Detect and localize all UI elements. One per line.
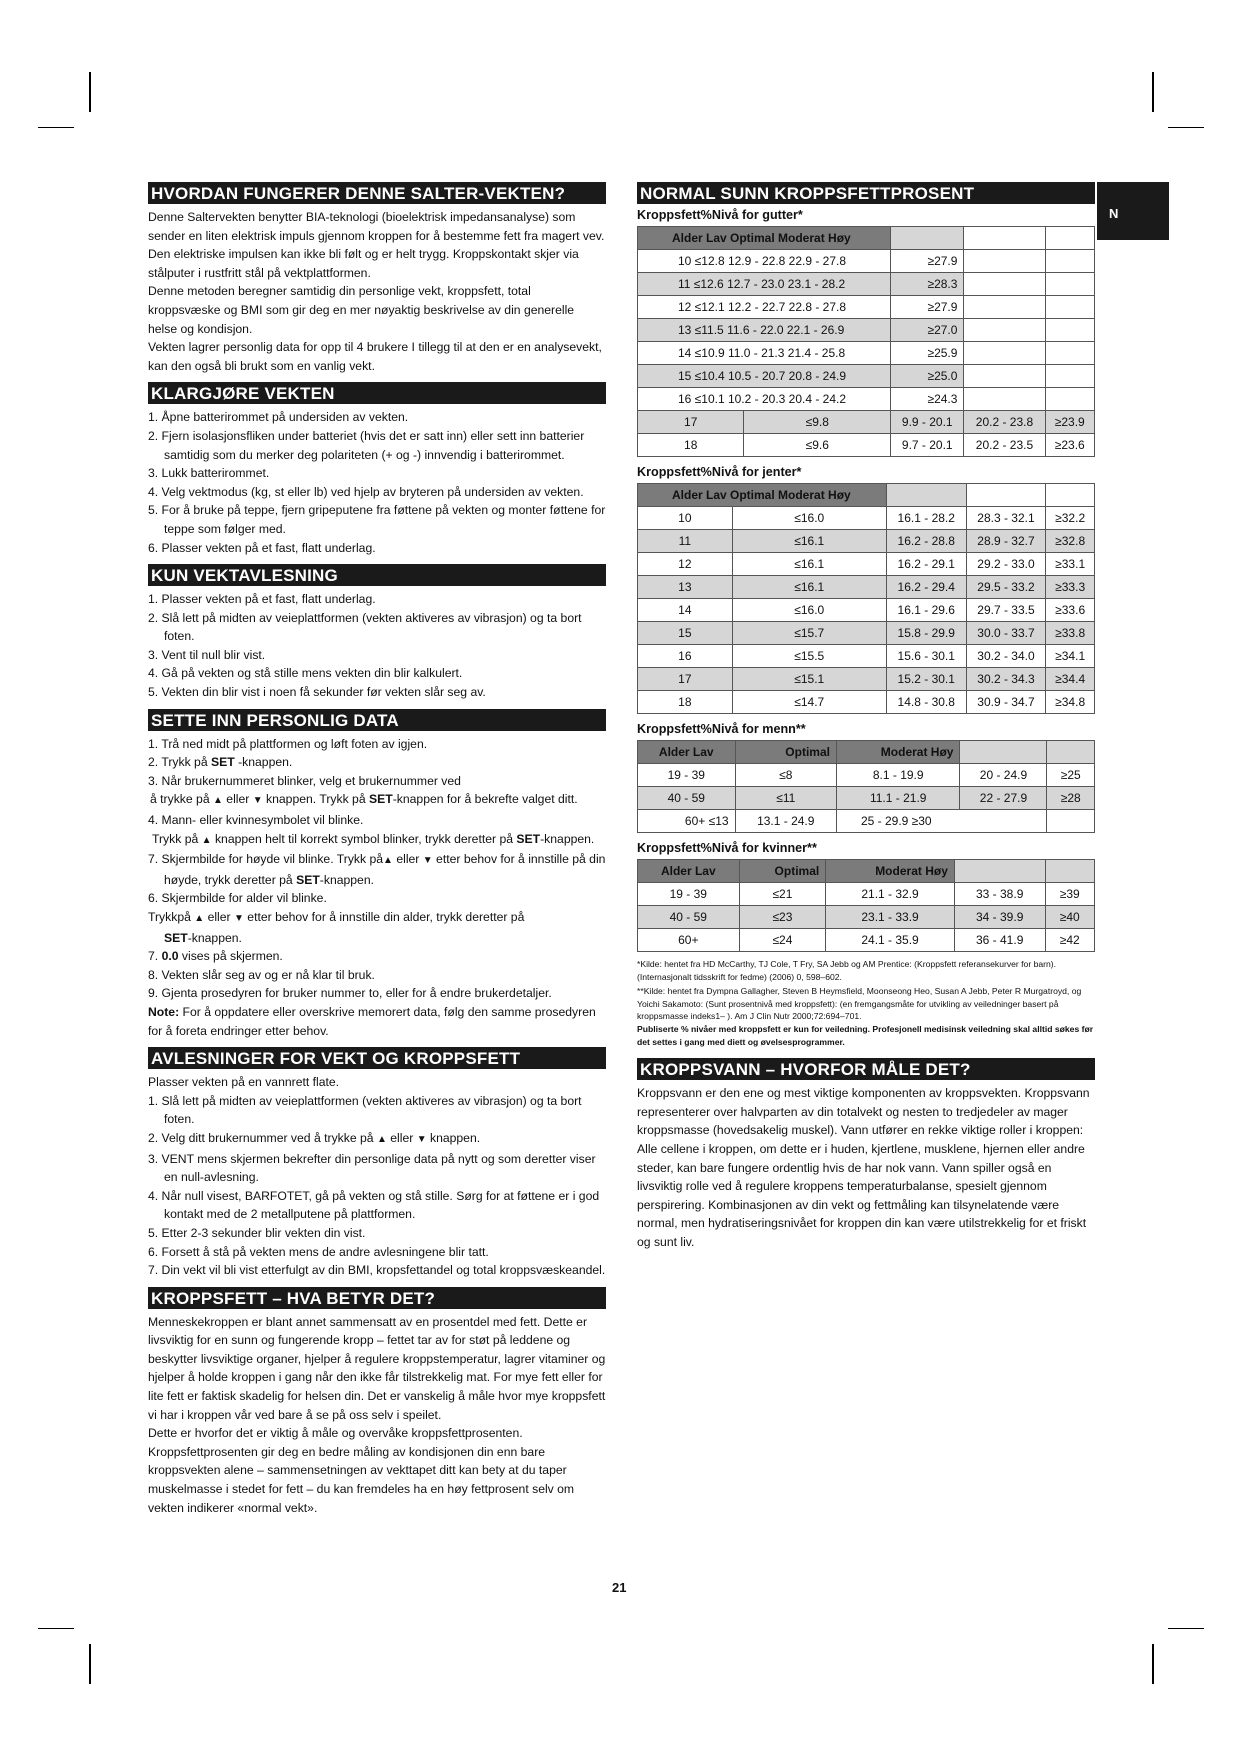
table-cell: 15 xyxy=(638,622,733,645)
list-item: Trykk på ▲ knappen helt til korrekt symbol blinker, trykk deretter på SET-knappen. xyxy=(152,831,595,846)
table-cell: 30.9 - 34.7 xyxy=(966,691,1046,714)
crop-mark xyxy=(1168,1628,1204,1629)
paragraph: Plasser vekten på en vannrett flate. xyxy=(148,1075,340,1090)
crop-mark xyxy=(1152,1644,1154,1684)
table-cell: 40 - 59 xyxy=(638,787,736,810)
table-cell xyxy=(964,388,1045,411)
list-item: 5. Etter 2-3 sekunder blir vekten din vist. xyxy=(148,1225,366,1240)
table-cell: ≥39 xyxy=(1045,883,1094,906)
paragraph: Kroppsfettprosenten gir deg en bedre måling av kondisjonen din enn bare kroppsvekten alene – sammensetningen av vekttapet ditt kan bety at du taper muskelmasse i stedet for fett – du kan fremdeles ha en høy fettprosent selv om vekten indikerer «normal vekt». xyxy=(148,1444,575,1515)
crop-mark xyxy=(1168,127,1204,128)
table-cell: 30.0 - 33.7 xyxy=(966,622,1046,645)
table-cell: 10 ≤12.8 12.9 - 22.8 22.9 - 27.8 xyxy=(638,250,891,273)
crop-mark xyxy=(1152,72,1154,112)
table-cell: 25 - 29.9 ≥30 xyxy=(836,810,1047,833)
table-header xyxy=(638,741,1095,764)
table-header xyxy=(638,860,1095,883)
table-cell: ≤16.1 xyxy=(732,530,886,553)
right-column xyxy=(637,182,1095,1259)
table-cell: ≤9.8 xyxy=(744,411,891,434)
list-item: 4. Velg vektmodus (kg, st eller lb) ved hjelp av bryteren på undersiden av vekten. xyxy=(148,484,584,499)
table-cell: ≥24.3 xyxy=(891,388,964,411)
table-row xyxy=(638,599,1095,622)
table-cell: 16.2 - 29.1 xyxy=(886,553,966,576)
list-item: 1. Slå lett på midten av veieplattformen (vekten aktiveres av vibrasjon) og ta bort foten. xyxy=(148,1093,582,1127)
header-cell: Alder Lav Optimal Moderat Høy xyxy=(638,227,891,250)
section-weigh-only xyxy=(148,564,606,702)
header-cell xyxy=(1045,227,1095,250)
list-item: 1. Åpne batterirommet på undersiden av vekten. xyxy=(148,410,409,425)
table-caption-girls: Kroppsfett%Nivå for jenter* xyxy=(637,465,802,479)
table-cell: 12 ≤12.1 12.2 - 22.7 22.8 - 27.8 xyxy=(638,296,891,319)
table-row xyxy=(638,319,1095,342)
table-row xyxy=(638,668,1095,691)
header-cell xyxy=(891,227,964,250)
step-list xyxy=(148,590,606,702)
table-cell: 24.1 - 35.9 xyxy=(826,929,955,952)
list-item: 5. Vekten din blir vist i noen få sekunder før vekten slår seg av. xyxy=(148,685,486,700)
table-row xyxy=(638,622,1095,645)
table-cell: ≥25.9 xyxy=(891,342,964,365)
table-cell: 11.1 - 21.9 xyxy=(836,787,960,810)
table-row xyxy=(638,810,1095,833)
down-arrow-icon: ▼ xyxy=(416,1133,427,1145)
table-cell xyxy=(1045,319,1095,342)
section-title: KUN VEKTAVLESNING xyxy=(148,564,606,586)
table-row xyxy=(638,929,1095,952)
table-cell: 9.7 - 20.1 xyxy=(891,434,964,457)
table-cell: 28.9 - 32.7 xyxy=(966,530,1046,553)
section-title: HVORDAN FUNGERER DENNE SALTER-VEKTEN? xyxy=(148,182,606,204)
table-cell: ≤16.1 xyxy=(732,576,886,599)
list-item: 6. Skjermbilde for alder vil blinke. xyxy=(148,891,327,906)
table-row xyxy=(638,883,1095,906)
table-cell: ≥34.8 xyxy=(1046,691,1095,714)
table-row xyxy=(638,787,1095,810)
step-list xyxy=(148,1092,606,1280)
table-row xyxy=(638,250,1095,273)
table-cell: ≥28.3 xyxy=(891,273,964,296)
table-cell xyxy=(1045,250,1095,273)
table-cell: ≥27.9 xyxy=(891,250,964,273)
up-arrow-icon: ▲ xyxy=(213,795,223,807)
girls-table xyxy=(637,483,1095,714)
table-cell: ≥42 xyxy=(1045,929,1094,952)
table-cell: ≥34.1 xyxy=(1046,645,1095,668)
section-title: NORMAL SUNN KROPPSFETTPROSENT xyxy=(637,182,1095,204)
table-cell xyxy=(1045,365,1095,388)
table-cell: 11 ≤12.6 12.7 - 23.0 23.1 - 28.2 xyxy=(638,273,891,296)
table-cell: ≥33.3 xyxy=(1046,576,1095,599)
table-cell: 15.8 - 29.9 xyxy=(886,622,966,645)
table-cell: ≥28 xyxy=(1047,787,1095,810)
header-cell xyxy=(886,484,966,507)
up-arrow-icon: ▲ xyxy=(376,1133,387,1145)
table-caption-boys: Kroppsfett%Nivå for gutter* xyxy=(637,208,803,222)
table-cell: 33 - 38.9 xyxy=(954,883,1045,906)
list-item: 7. Din vekt vil bli vist etterfulgt av din BMI, kropsfettandel og total kroppsvæskeandel. xyxy=(148,1263,606,1278)
table-row xyxy=(638,273,1095,296)
paragraph: Kroppsvann er den ene og mest viktige komponenten av kroppsvekten. Kroppsvann representerer over halvparten av din totalvekt og nesten to tredjedeler av mager kroppsmasse (hovedsakelig muskel). Vann utfører en rekke viktige roller i kroppen: Alle cellene i kroppen, om dette er i huden, kjertlene, musklene, hjernen eller andre steder, kan bare fungere ordentlig hvis de har nok vann. Vann spiller også en livsviktig rolle ved å regulere kroppens temperaturbalanse, spesielt gjennom perspirering. Kombinasjonen av din vekt og fettmåling kan tilsynelatende være normal, men hydratiseringsnivået for kroppen din kan være utilstrekkelig for et friskt og sunt liv. xyxy=(637,1086,1090,1249)
table-cell xyxy=(964,365,1045,388)
table-cell: ≥33.1 xyxy=(1046,553,1095,576)
table-cell xyxy=(1047,810,1095,833)
list-item: 8. Vekten slår seg av og er nå klar til bruk. xyxy=(148,967,375,982)
section-body-water xyxy=(637,1058,1095,1251)
section-title: KLARGJØRE VEKTEN xyxy=(148,382,606,404)
table-row xyxy=(638,434,1095,457)
down-arrow-icon: ▼ xyxy=(234,913,244,924)
table-cell: 9.9 - 20.1 xyxy=(891,411,964,434)
table-cell: ≥23.6 xyxy=(1045,434,1095,457)
list-item: 5. For å bruke på teppe, fjern gripeputene fra føttene på vekten og monter føttene for teppe som følger med. xyxy=(148,503,606,536)
table-row xyxy=(638,553,1095,576)
table-row xyxy=(638,411,1095,434)
table-row xyxy=(638,764,1095,787)
table-row xyxy=(638,342,1095,365)
section-title: SETTE INN PERSONLIG DATA xyxy=(148,709,606,731)
table-cell: 13.1 - 24.9 xyxy=(735,810,836,833)
paragraph: Vekten lagrer personlig data for opp til 4 brukere I tillegg til at den er en analysevekt, kan den også bli brukt som en vanlig vekt. xyxy=(148,340,602,373)
table-row xyxy=(638,365,1095,388)
table-cell: 14 ≤10.9 11.0 - 21.3 21.4 - 25.8 xyxy=(638,342,891,365)
table-cell: 29.5 - 33.2 xyxy=(966,576,1046,599)
list-item: 9. Gjenta prosedyren for bruker nummer to, eller for å endre brukerdetaljer. xyxy=(148,986,552,1001)
paragraph: Menneskekroppen er blant annet sammensatt av en prosentdel med fett. Dette er livsviktig for en sunn og fungerende kropp – fettet tar av for støt på leddene og beskytter livsviktige organer, hjelper å regulere kroppstemperatur, lagrer vitaminer og hjelper å holde kroppen i gang når den ikke får tilstrekkelig mat. For mye fett eller for lite fett er faktisk skadelig for helsen din. Det er vanskelig å måle hvor mye kroppsfett vi har i kroppen vår ved bare å se på oss selv i speilet. xyxy=(148,1314,606,1422)
table-cell: 28.3 - 32.1 xyxy=(966,507,1046,530)
table-cell: ≤23 xyxy=(739,906,826,929)
table-cell: ≤9.6 xyxy=(744,434,891,457)
note: Note: For å oppdatere eller overskrive memorert data, følg den samme prosedyren for å foreta endringer etter behov. xyxy=(148,1004,596,1038)
list-item: Trykkpå ▲ eller ▼ etter behov for å innstille din alder, trykk deretter på xyxy=(148,910,525,924)
table-row xyxy=(638,530,1095,553)
table-caption-men: Kroppsfett%Nivå for menn** xyxy=(637,722,806,736)
table-cell: 16 ≤10.1 10.2 - 20.3 20.4 - 24.2 xyxy=(638,388,891,411)
table-cell: 20.2 - 23.5 xyxy=(964,434,1045,457)
table-cell: 22 - 27.9 xyxy=(960,787,1047,810)
section-personal-data xyxy=(148,709,606,1041)
list-item: 7. Skjermbilde for høyde vil blinke. Trykk på▲ eller ▼ etter behov for å innstille på din høyde, trykk deretter på SET-knappen. xyxy=(148,852,606,887)
table-cell: 29.7 - 33.5 xyxy=(966,599,1046,622)
header-cell: Alder Lav Optimal Moderat Høy xyxy=(638,484,887,507)
list-item: SET-knappen. xyxy=(164,930,242,945)
table-cell: 15.2 - 30.1 xyxy=(886,668,966,691)
table-cell xyxy=(1045,342,1095,365)
source-note: **Kilde: hentet fra Dympna Gallagher, Steven B Heymsfield, Moonseong Heo, Susan A Jebb, Peter R Murgatroyd, og Yoichi Sakamoto: (Sunt prosentnivå med kroppsfett): (en fremgangsmåte for utvikling av veiledninger basert på kroppsmasse indeks1– ). Am J Clin Nutr 2000;72:694–701. xyxy=(637,986,1082,1022)
list-item: 6. Plasser vekten på et fast, flatt underlag. xyxy=(148,540,376,555)
table-cell: ≥33.8 xyxy=(1046,622,1095,645)
list-item: 3. VENT mens skjermen bekrefter din personlige data på nytt og som deretter viser en null-avlesning. xyxy=(148,1151,596,1185)
men-table xyxy=(637,740,1095,833)
header-cell xyxy=(954,860,1045,883)
header-cell: Optimal xyxy=(735,741,836,764)
header-cell xyxy=(960,741,1047,764)
table-cell: 16.2 - 29.4 xyxy=(886,576,966,599)
table-caption-women: Kroppsfett%Nivå for kvinner** xyxy=(637,841,817,855)
women-table xyxy=(637,859,1095,952)
header-cell: Optimal xyxy=(739,860,826,883)
table-cell: ≤15.1 xyxy=(732,668,886,691)
table-row xyxy=(638,296,1095,319)
section-body-fat xyxy=(148,1287,606,1518)
header-cell: Moderat Høy xyxy=(836,741,960,764)
table-header xyxy=(638,484,1095,507)
left-column xyxy=(148,182,606,1524)
table-cell: ≥33.6 xyxy=(1046,599,1095,622)
header-cell xyxy=(1047,741,1095,764)
header-cell xyxy=(1046,484,1095,507)
list-item: 2. Fjern isolasjonsfliken under batteriet (hvis det er satt inn) eller sett inn batterier samtidig som du merker deg polariteten (+ og -) innvendig i batterirommet. xyxy=(148,428,585,462)
table-cell: 16.1 - 28.2 xyxy=(886,507,966,530)
list-item: å trykke på ▲ eller ▼ knappen. Trykk på SET-knappen for å bekrefte valget ditt. xyxy=(150,792,578,807)
table-cell: 40 - 59 xyxy=(638,906,740,929)
down-arrow-icon: ▼ xyxy=(252,795,263,807)
section-readings xyxy=(148,1047,606,1280)
list-item: 2. Slå lett på midten av veieplattformen (vekten aktiveres av vibrasjon) og ta bort foten. xyxy=(148,610,582,644)
section-title: KROPPSFETT – HVA BETYR DET? xyxy=(148,1287,606,1309)
section-how-it-works xyxy=(148,182,606,375)
table-cell xyxy=(1045,273,1095,296)
table-cell: 16 xyxy=(638,645,733,668)
list-item: 2. Trykk på SET -knappen. xyxy=(148,755,293,770)
table-cell: 11 xyxy=(638,530,733,553)
up-arrow-icon: ▲ xyxy=(194,913,205,924)
header-cell: Alder Lav xyxy=(638,741,736,764)
table-cell: 60+ xyxy=(638,929,740,952)
table-cell: 34 - 39.9 xyxy=(954,906,1045,929)
paragraph: Dette er hvorfor det er viktig å måle og overvåke kroppsfettprosenten. xyxy=(148,1426,523,1441)
table-cell: 23.1 - 33.9 xyxy=(826,906,955,929)
table-cell: 13 xyxy=(638,576,733,599)
table-cell: 8.1 - 19.9 xyxy=(836,764,960,787)
table-row xyxy=(638,906,1095,929)
crop-mark xyxy=(89,1644,91,1684)
table-cell: 36 - 41.9 xyxy=(954,929,1045,952)
list-item: 3. Når brukernummeret blinker, velg et brukernummer ved xyxy=(148,773,461,788)
list-item: 7. 0.0 vises på skjermen. xyxy=(148,949,283,964)
table-cell: ≤24 xyxy=(739,929,826,952)
table-cell: ≤14.7 xyxy=(732,691,886,714)
table-cell xyxy=(964,296,1045,319)
table-cell xyxy=(964,250,1045,273)
table-cell: 18 xyxy=(638,434,744,457)
table-cell: 19 - 39 xyxy=(638,883,740,906)
list-item: 6. Forsett å stå på vekten mens de andre avlesningene blir tatt. xyxy=(148,1244,489,1259)
paragraph: Denne Saltervekten benytter BIA-teknologi (bioelektrisk impedansanalyse) som sender en liten elektrisk impuls gjennom kroppen for å bestemme fett fra magert vev. Den elektriske impulsen kan ikke bli følt og er helt trygg. Kroppskontakt skjer via stålputer i rustfritt stål på vektplattformen. xyxy=(148,210,605,280)
down-arrow-icon: ▼ xyxy=(422,855,433,867)
table-cell: ≥25.0 xyxy=(891,365,964,388)
table-cell: 15 ≤10.4 10.5 - 20.7 20.8 - 24.9 xyxy=(638,365,891,388)
table-row xyxy=(638,576,1095,599)
header-cell: Alder Lav xyxy=(638,860,740,883)
table-row xyxy=(638,388,1095,411)
table-cell: ≤8 xyxy=(735,764,836,787)
table-cell: 14 xyxy=(638,599,733,622)
up-arrow-icon: ▲ xyxy=(201,834,212,846)
header-cell xyxy=(966,484,1046,507)
table-cell xyxy=(964,273,1045,296)
list-item: 3. Lukk batterirommet. xyxy=(148,466,270,481)
table-cell: 16.2 - 28.8 xyxy=(886,530,966,553)
table-cell: 20.2 - 23.8 xyxy=(964,411,1045,434)
table-cell: 20 - 24.9 xyxy=(960,764,1047,787)
boys-table xyxy=(637,226,1095,457)
table-cell: 30.2 - 34.0 xyxy=(966,645,1046,668)
section-title: KROPPSVANN – HVORFOR MÅLE DET? xyxy=(637,1058,1095,1080)
table-cell: 30.2 - 34.3 xyxy=(966,668,1046,691)
up-arrow-icon: ▲ xyxy=(383,855,393,867)
language-tab: N xyxy=(1097,182,1169,240)
table-cell: ≤21 xyxy=(739,883,826,906)
table-cell: ≤16.1 xyxy=(732,553,886,576)
table-header xyxy=(638,227,1095,250)
step-list xyxy=(148,408,606,557)
table-cell: 10 xyxy=(638,507,733,530)
list-item: 4. Mann- eller kvinnesymbolet vil blinke. xyxy=(148,813,364,828)
crop-mark xyxy=(38,1628,74,1629)
list-item: 2. Velg ditt brukernummer ved å trykke på ▲ eller ▼ knappen. xyxy=(148,1130,481,1145)
table-cell xyxy=(964,319,1045,342)
page-number: 21 xyxy=(612,1580,627,1595)
crop-mark xyxy=(89,72,91,112)
table-cell xyxy=(1045,296,1095,319)
disclaimer: Publiserte % nivåer med kroppsfett er kun for veiledning. Profesjonell medisinsk veiledning skal alltid søkes før det settes i gang med diett og øvelsesprogrammer. xyxy=(637,1023,1094,1047)
table-cell: 17 xyxy=(638,668,733,691)
header-cell xyxy=(1045,860,1094,883)
table-cell: ≥27.0 xyxy=(891,319,964,342)
source-note: *Kilde: hentet fra HD McCarthy, TJ Cole, T Fry, SA Jebb og AM Prentice: (Kroppsfett referansekurver for barn). (Internasjonalt tidsskrift for fedme) (2006) 0, 598–602. xyxy=(637,959,1057,982)
table-cell: ≤11 xyxy=(735,787,836,810)
table-cell: ≥23.9 xyxy=(1045,411,1095,434)
table-cell: 60+ ≤13 xyxy=(638,810,736,833)
crop-mark xyxy=(38,127,74,128)
header-cell xyxy=(964,227,1045,250)
list-item: 4. Når null visest, BARFOTET, gå på vekten og stå stille. Sørg for at føttene er i god kontakt med de 2 metallputene på plattformen. xyxy=(148,1188,600,1222)
section-prepare xyxy=(148,382,606,557)
table-cell: 19 - 39 xyxy=(638,764,736,787)
table-row xyxy=(638,691,1095,714)
table-cell: ≥40 xyxy=(1045,906,1094,929)
table-cell: ≥34.4 xyxy=(1046,668,1095,691)
table-cell: 15.6 - 30.1 xyxy=(886,645,966,668)
paragraph: Denne metoden beregner samtidig din personlige vekt, kroppsfett, total kroppsvæske og BMI som gir deg en mer nøyaktig beskrivelse av din generelle helse og kondisjon. xyxy=(148,284,575,336)
table-cell: ≤15.5 xyxy=(732,645,886,668)
table-cell: ≥25 xyxy=(1047,764,1095,787)
table-row xyxy=(638,507,1095,530)
list-item: 3. Vent til null blir vist. xyxy=(148,647,266,662)
list-item: 1. Trå ned midt på plattformen og løft foten av igjen. xyxy=(148,736,428,751)
table-cell: 17 xyxy=(638,411,744,434)
table-cell: ≤16.0 xyxy=(732,507,886,530)
section-title: AVLESNINGER FOR VEKT OG KROPPSFETT xyxy=(148,1047,606,1069)
table-cell: 21.1 - 32.9 xyxy=(826,883,955,906)
table-cell: ≥32.8 xyxy=(1046,530,1095,553)
section-normal-body-fat xyxy=(637,182,1095,1048)
table-cell: ≤15.7 xyxy=(732,622,886,645)
table-cell: 12 xyxy=(638,553,733,576)
table-cell: ≥32.2 xyxy=(1046,507,1095,530)
list-item: 4. Gå på vekten og stå stille mens vekten din blir kalkulert. xyxy=(148,666,463,681)
step-list xyxy=(148,735,606,1003)
table-row xyxy=(638,645,1095,668)
header-cell: Moderat Høy xyxy=(826,860,955,883)
table-cell: 16.1 - 29.6 xyxy=(886,599,966,622)
table-cell: ≥27.9 xyxy=(891,296,964,319)
table-cell: 14.8 - 30.8 xyxy=(886,691,966,714)
list-item: 1. Plasser vekten på et fast, flatt underlag. xyxy=(148,592,376,607)
table-cell xyxy=(1045,388,1095,411)
table-cell xyxy=(964,342,1045,365)
table-cell: 13 ≤11.5 11.6 - 22.0 22.1 - 26.9 xyxy=(638,319,891,342)
table-cell: 18 xyxy=(638,691,733,714)
table-cell: 29.2 - 33.0 xyxy=(966,553,1046,576)
table-cell: ≤16.0 xyxy=(732,599,886,622)
